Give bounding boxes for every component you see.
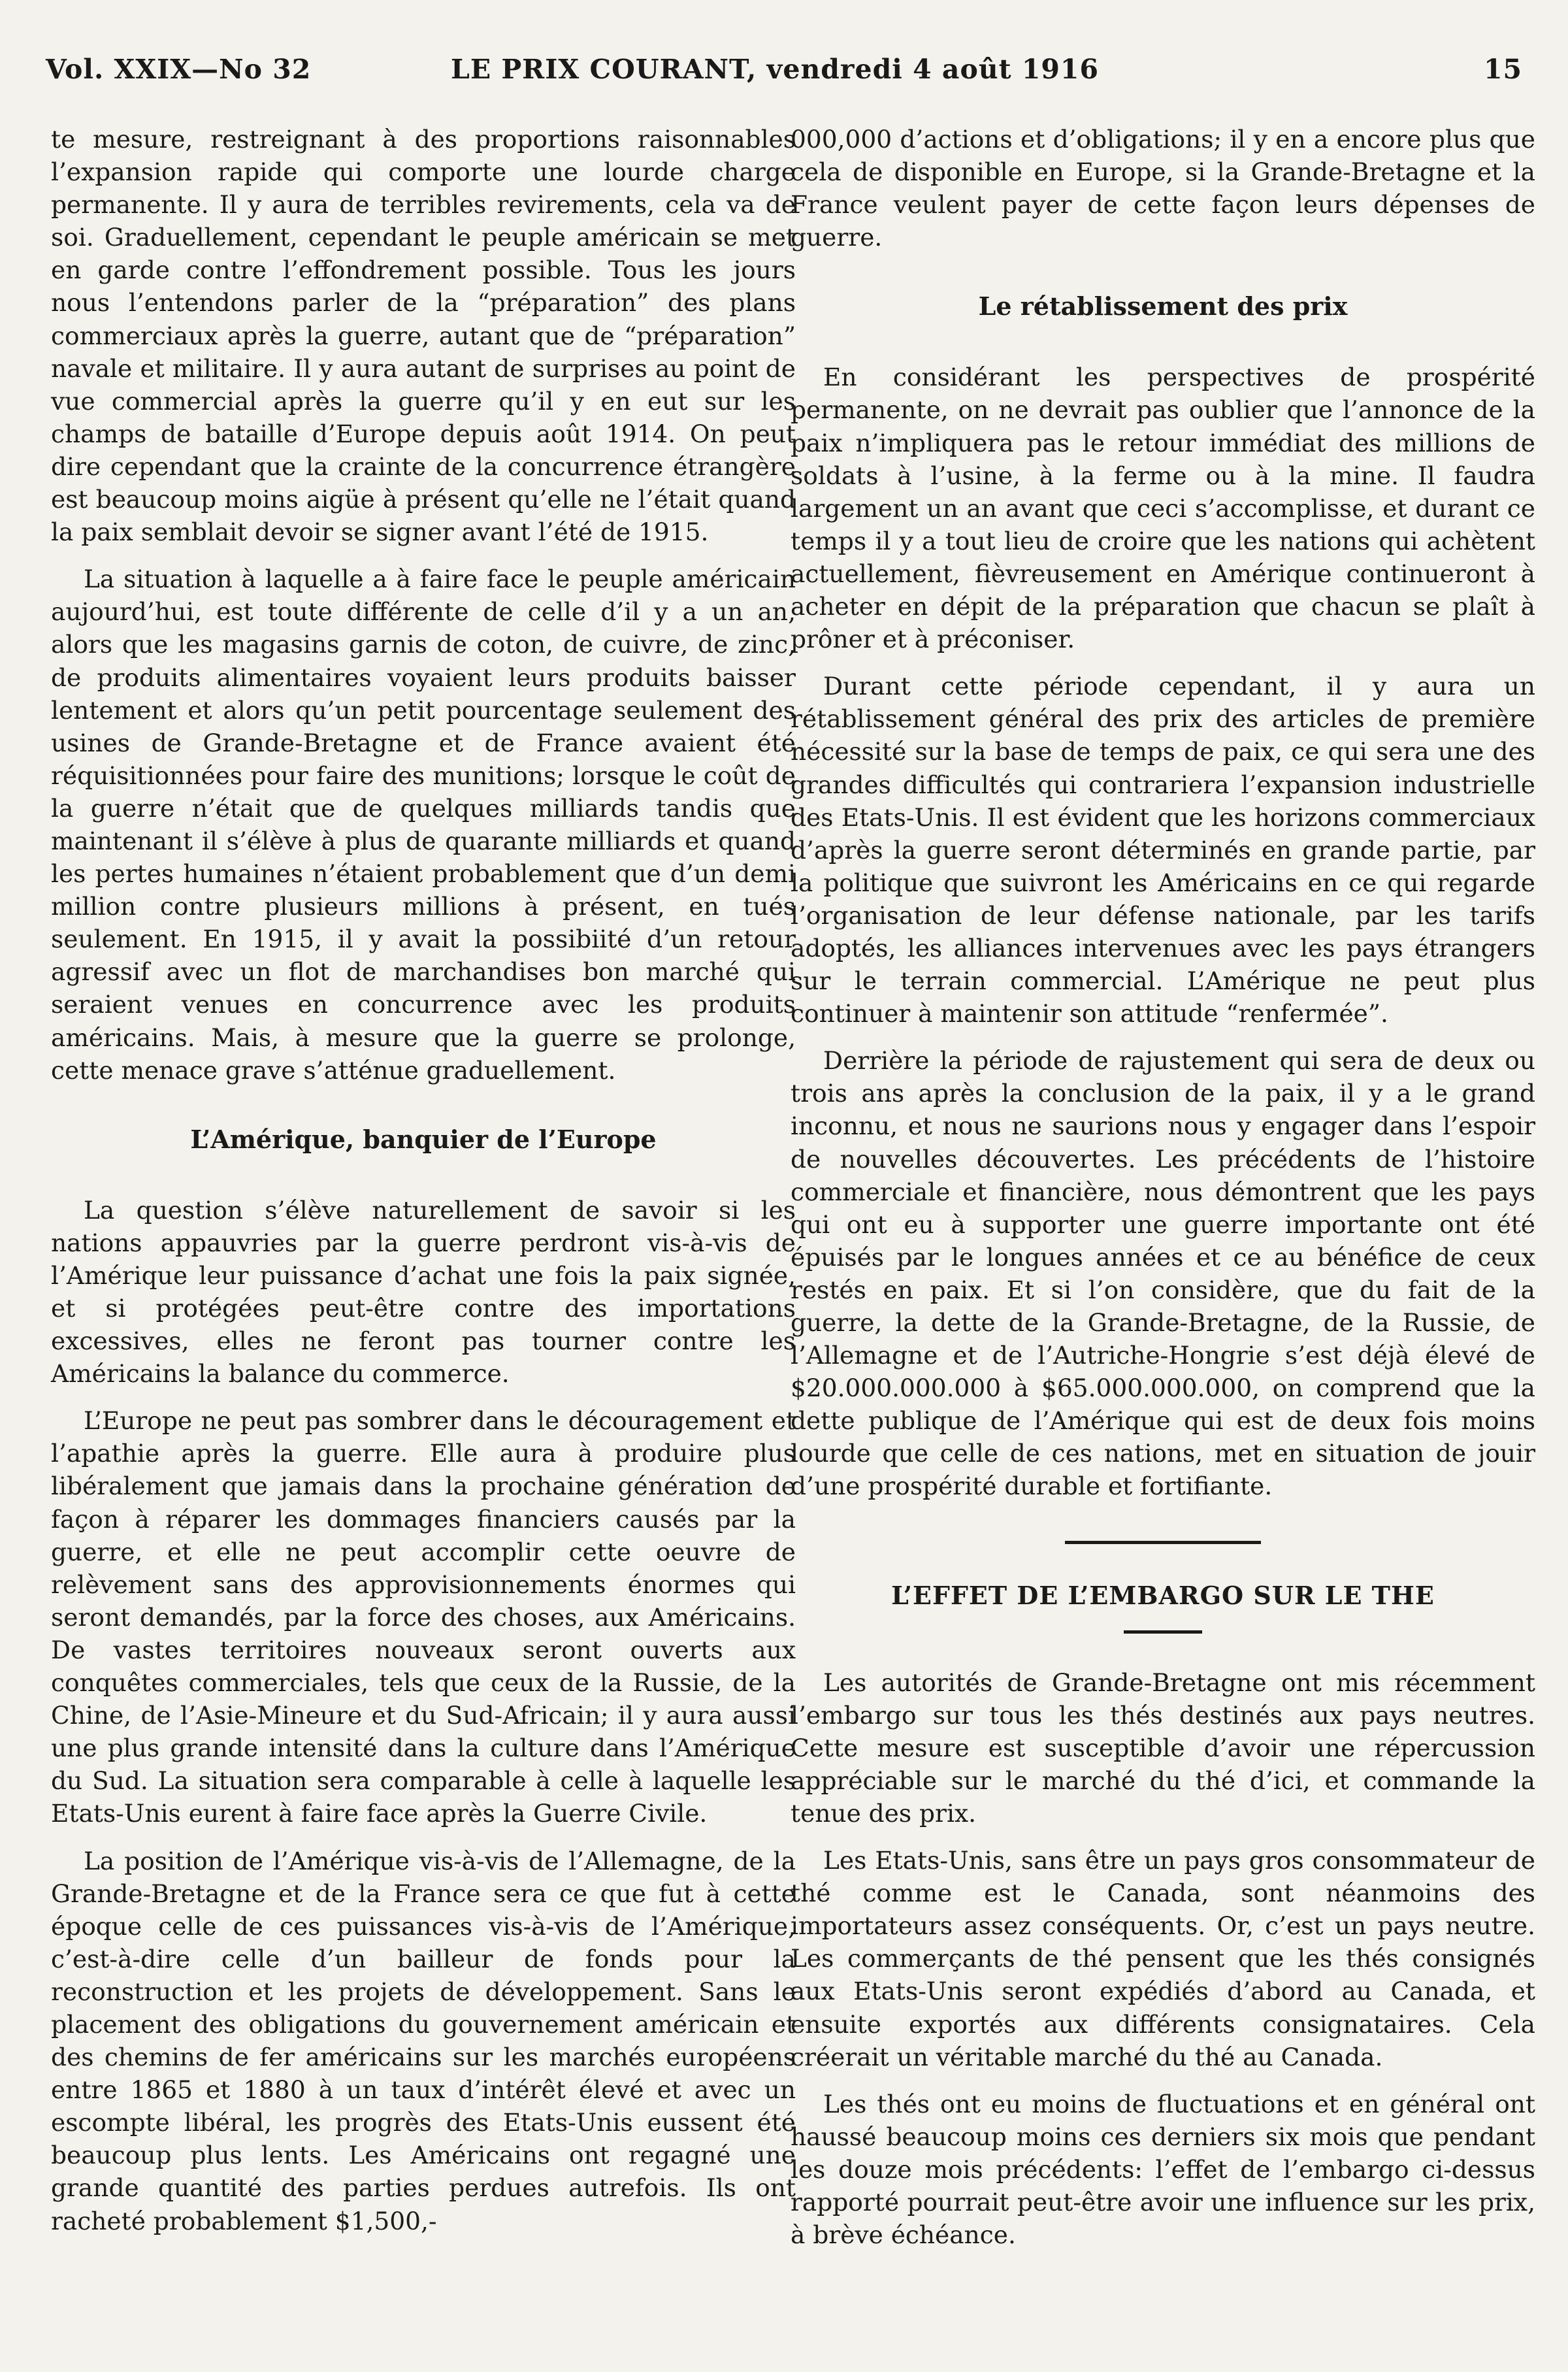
paragraph: La position de l’Amérique vis-à-vis de l’Allemagne, de la Grande-Bretagne et de la France sera ce que fut à cette époque celle de ces puissances vis-à-vis de l’Amérique, c’est-à-dire celle d’un bailleur de fonds pour la reconstruction et les projets de développement. Sans le placement des obligations du gouvernement américain et des chemins de fer américains sur les marchés européens entre 1865 et 1880 à un taux d’intérêt élevé et avec un escompte libéral, les progrès des Etats-Unis eussent été beaucoup plus lents. Les Américains ont regagné une grande quantité des parties perdues autrefois. Ils ont racheté probablement $1,500,- — [51, 1846, 796, 2235]
article-title: L’EFFET DE L’EMBARGO SUR LE THE — [891, 1580, 1435, 1610]
paragraph: te mesure, restreignant à des proportions raisonnables l’expansion rapide qui comporte une lourde charge permanente. Il y aura de terribles revirements, cela va de soi. Graduellement, cependant le peuple américain se met en garde contre l’effondrement possible. Tous les jours nous l’entendons parler de la “préparation” des plans commerciaux après la guerre, autant que de “préparation” navale et militaire. Il y aura autant de surprises au point de vue commercial après la guerre qu’il y en eut sur les champs de bataille d’Europe depuis août 1914. On peut dire cependant que la crainte de la concurrence étrangère est beaucoup moins aigüe à présent qu’elle ne l’était quand la paix semblait devoir se signer avant l’été de 1915. — [51, 125, 796, 547]
paragraph: 000,000 d’actions et d’obligations; il y en a encore plus que cela de disponible en Europe, si la Grande-Bretagne et la France veulent payer de cette façon leurs dépenses de guerre. — [791, 125, 1535, 252]
right-column — [791, 123, 1535, 2265]
paragraph: L’Europe ne peut pas sombrer dans le découragement et l’apathie après la guerre. Elle aura à produire plus libéralement que jamais dans la prochaine génération de façon à réparer les dommages financiers causés par la guerre, et elle ne peut accomplir cette oeuvre de relèvement sans des approvisionnements énormes qui seront demandés, par la force des choses, aux Américains. De vastes territoires nouveaux seront ouverts aux conquêtes commerciales, tels que ceux de la Russie, de la Chine, de l’Asie-Mineure et du Sud-Africain; il y aura aussi une plus grande intensité dans la culture dans l’Amérique du Sud. La situation sera comparable à celle à laquelle les Etats-Unis eurent à faire face après la Guerre Civile. — [51, 1406, 796, 1828]
paragraph: La situation à laquelle a à faire face le peuple américain aujourd’hui, est toute différente de celle d’il y a un an, alors que les magasins garnis de coton, de cuivre, de zinc, de produits alimentaires voyaient leurs produits baisser lentement et alors qu’un petit pourcentage seulement des usines de Grande-Bretagne et de France avaient été réquisitionnées pour faire des munitions; lorsque le coût de la guerre n’était que de quelques milliards tandis que maintenant il s’élève à plus de quarante milliards et quand les pertes humaines n’étaient probablement que d’un demi million contre plusieurs millions à présent, en tués seulement. En 1915, il y avait la possibiité d’un retour agressif avec un flot de marchandises bon marché qui seraient venues en concurrence avec les produits américains. Mais, à mesure que la guerre se prolonge, cette menace grave s’atténue graduellement. — [51, 565, 796, 1085]
publication-title-date: LE PRIX COURANT, vendredi 4 août 1916 — [451, 54, 1099, 85]
volume-number: Vol. XXIX—No 32 — [46, 54, 312, 85]
section-heading: Le rétablissement des prix — [978, 291, 1348, 321]
page-header — [46, 54, 1522, 99]
article-divider — [1065, 1541, 1261, 1544]
section-heading: L’Amérique, banquier de l’Europe — [190, 1124, 657, 1154]
paragraph: Derrière la période de rajustement qui sera de deux ou trois ans après la conclusion de la paix, il y a le grand inconnu, et nous ne saurions nous y engager dans l’espoir de nouvelles découvertes. Les précédents de l’histoire commerciale et financière, nous démontrent que les pays qui ont eu à supporter une guerre importante ont été épuisés par le longues années et ce au bénéfice de ceux restés en paix. Et si l’on considère, que du fait de la guerre, la dette de la Grande-Bretagne, de la Russie, de l’Allemagne et de l’Autriche-Hongrie s’est déjà élevé de $20.000.000.000 à $65.000.000.000, on comprend que la dette publique de l’Amérique qui est de deux fois moins lourde que celle de ces nations, met en situation de jouir d’une prospérité durable et fortifiante. — [791, 1046, 1535, 1501]
left-column — [51, 123, 796, 2252]
paragraph: Les Etats-Unis, sans être un pays gros consommateur de thé comme est le Canada, sont néanmoins des importateurs assez conséquents. Or, c’est un pays neutre. Les commerçants de thé pensent que les thés consignés aux Etats-Unis seront expédiés d’abord au Canada, et ensuite exportés aux différents consignataires. Cela créerait un véritable marché du thé au Canada. — [791, 1846, 1535, 2071]
paragraph: En considérant les perspectives de prospérité permanente, on ne devrait pas oublier que l’annonce de la paix n’impliquera pas le retour immédiat des millions de soldats à l’usine, à la ferme ou à la mine. Il faudra largement un an avant que ceci s’accomplisse, et durant ce temps il y a tout lieu de croire que les nations qui achètent actuellement, fièvreusement en Amérique continueront à acheter en dépit de la préparation que chacun se plaît à prôner et à préconiser. — [791, 363, 1535, 654]
paragraph: Les thés ont eu moins de fluctuations et en général ont haussé beaucoup moins ces derniers six mois que pendant les douze mois précédents: l’effet de l’embargo ci-dessus rapporté pourrait peut-être avoir une influence sur les prix, à brève échéance. — [791, 2089, 1535, 2250]
paragraph: Les autorités de Grande-Bretagne ont mis récemment l’embargo sur tous les thés destinés aux pays neutres. Cette mesure est susceptible d’avoir une répercussion appréciable sur le marché du thé d’ici, et commande la tenue des prix. — [791, 1668, 1535, 1828]
page-number: 15 — [1483, 54, 1522, 85]
paragraph: La question s’élève naturellement de savoir si les nations appauvries par la guerre perdront vis-à-vis de l’Amérique leur puissance d’achat une fois la paix signée, et si protégées peut-être contre des importations excessives, elles ne feront pas tourner contre les Américains la balance du commerce. — [51, 1195, 796, 1389]
title-underline — [1124, 1630, 1202, 1634]
paragraph: Durant cette période cependant, il y aura un rétablissement général des prix des articles de première nécessité sur la base de temps de paix, ce qui sera une des grandes difficultés qui contrariera l’expansion industrielle des Etats-Unis. Il est évident que les horizons commerciaux d’après la guerre seront déterminés en grande partie, par la politique que suivront les Américains en ce qui regarde l’organisation de leur défense nationale, par les tarifs adoptés, les alliances intervenues avec les pays étrangers sur le terrain commercial. L’Amérique ne peut plus continuer à maintenir son attitude “renfermée”. — [791, 672, 1535, 1029]
